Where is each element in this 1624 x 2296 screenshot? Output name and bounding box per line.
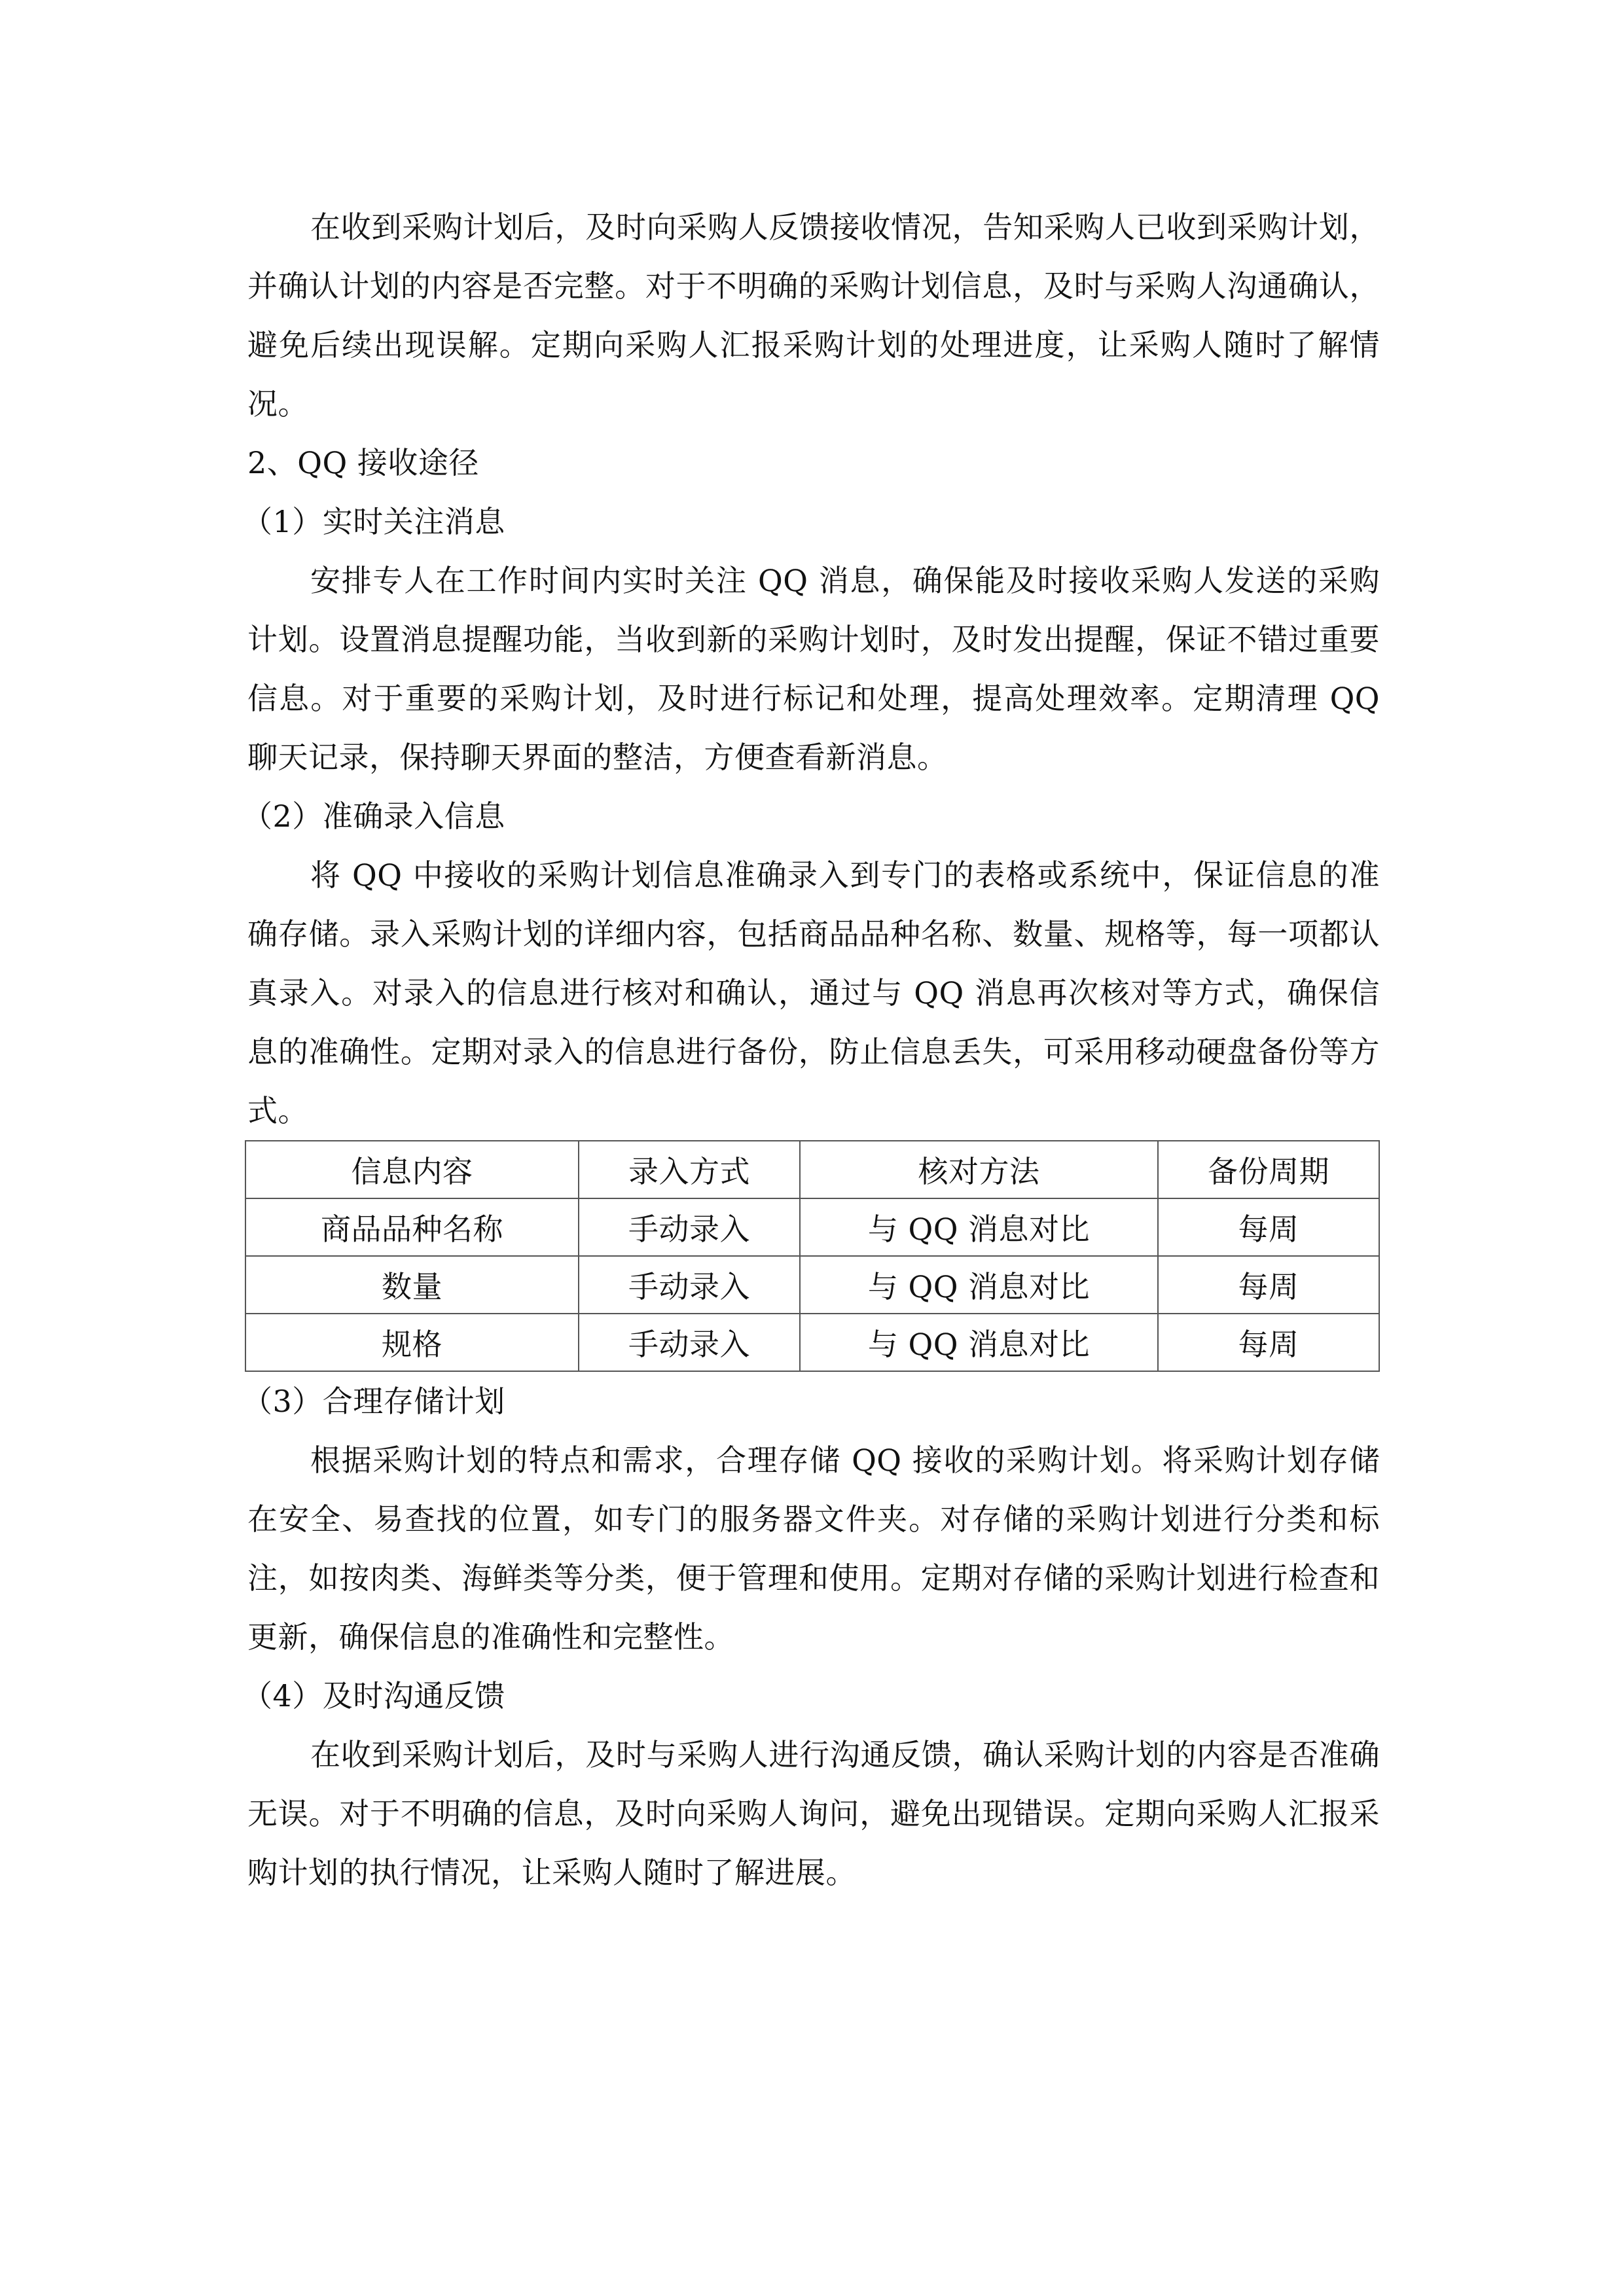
table-cell: 每周 [1158, 1314, 1379, 1371]
table-row [245, 1198, 1379, 1256]
table-cell: 商品品种名称 [245, 1198, 579, 1256]
table-cell: 与 QQ 消息对比 [800, 1256, 1158, 1314]
subheading-communication: （4）及时沟通反馈 [242, 1678, 505, 1713]
subheading-accurate-entry: （2）准确录入信息 [242, 798, 505, 834]
paragraph-communication: 在收到采购计划后，及时与采购人进行沟通反馈，确认采购计划的内容是否准确无误。对于不明确的信息，及时向采购人询问，避免出现错误。定期向采购人汇报采购计划的执行情况，让采购人随时了解进展。 [247, 1737, 1380, 1890]
paragraph-realtime-monitoring: 安排专人在工作时间内实时关注 QQ 消息，确保能及时接收采购人发送的采购计划。设置消息提醒功能，当收到新的采购计划时，及时发出提醒，保证不错过重要信息。对于重要的采购计划，及时进行标记和处理，提高处理效率。定期清理 QQ 聊天记录，保持聊天界面的整洁，方便查看新消息。 [247, 563, 1380, 775]
table-header-row [245, 1141, 1379, 1198]
table-header-cell: 录入方式 [579, 1141, 800, 1198]
table-row [245, 1256, 1379, 1314]
table-cell: 数量 [245, 1256, 579, 1314]
table-cell: 手动录入 [579, 1256, 800, 1314]
table-row [245, 1314, 1379, 1371]
table-header-cell: 核对方法 [800, 1141, 1158, 1198]
table-cell: 手动录入 [579, 1314, 800, 1371]
table-header-cell: 备份周期 [1158, 1141, 1379, 1198]
table-cell: 每周 [1158, 1256, 1379, 1314]
table-cell: 手动录入 [579, 1198, 800, 1256]
document-body [242, 198, 1380, 1902]
table-cell: 与 QQ 消息对比 [800, 1198, 1158, 1256]
table-cell: 每周 [1158, 1198, 1379, 1256]
table-header-cell: 信息内容 [245, 1141, 579, 1198]
paragraph-accurate-entry: 将 QQ 中接收的采购计划信息准确录入到专门的表格或系统中，保证信息的准确存储。录入采购计划的详细内容，包括商品品种名称、数量、规格等，每一项都认真录入。对录入的信息进行核对和确认，通过与 QQ 消息再次核对等方式，确保信息的准确性。定期对录入的信息进行备份，防止信息丢失，可采用移动硬盘备份等方式。 [247, 857, 1380, 1128]
subheading-realtime-monitoring: （1）实时关注消息 [242, 504, 505, 539]
info-entry-table [245, 1140, 1380, 1372]
table-cell: 规格 [245, 1314, 579, 1371]
section-heading-qq: 2、QQ 接收途径 [247, 445, 479, 480]
paragraph-feedback-intro: 在收到采购计划后，及时向采购人反馈接收情况，告知采购人已收到采购计划，并确认计划的内容是否完整。对于不明确的采购计划信息，及时与采购人沟通确认，避免后续出现误解。定期向采购人汇报采购计划的处理进度，让采购人随时了解情况。 [247, 209, 1380, 422]
subheading-storage: （3）合理存储计划 [242, 1384, 505, 1419]
paragraph-storage: 根据采购计划的特点和需求，合理存储 QQ 接收的采购计划。将采购计划存储在安全、易查找的位置，如专门的服务器文件夹。对存储的采购计划进行分类和标注，如按肉类、海鲜类等分类，便于管理和使用。定期对存储的采购计划进行检查和更新，确保信息的准确性和完整性。 [247, 1443, 1380, 1655]
table-cell: 与 QQ 消息对比 [800, 1314, 1158, 1371]
